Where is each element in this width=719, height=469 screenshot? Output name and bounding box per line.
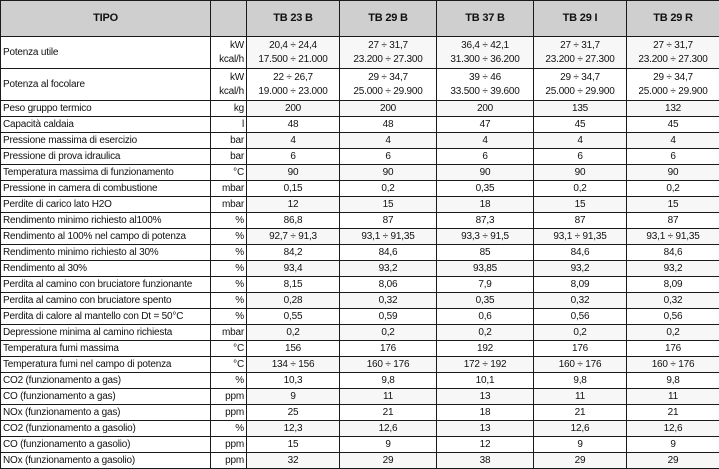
table-row (1, 213, 719, 229)
row-unit: % (211, 293, 247, 309)
value-line: 29 ÷ 34,7 (536, 71, 624, 85)
value-cell: 85 (437, 245, 534, 261)
value-cell: 6 (534, 149, 627, 165)
row-label: Rendimento minimo richiesto al 30% (1, 245, 211, 261)
value-cell: 12,6 (627, 421, 719, 437)
table-row (1, 117, 719, 133)
table-row (1, 421, 719, 437)
value-cell: 0,2 (340, 325, 437, 341)
table-row (1, 133, 719, 149)
value-cell: 93,2 (534, 261, 627, 277)
value-cell: 0,32 (627, 293, 719, 309)
table-row (1, 453, 719, 469)
row-label: Perdita al camino con bruciatore spento (1, 293, 211, 309)
value-cell: 92,7 ÷ 91,3 (247, 229, 340, 245)
value-cell: 0,2 (534, 181, 627, 197)
value-cell: 0,32 (534, 293, 627, 309)
row-unit: °C (211, 341, 247, 357)
value-cell (247, 69, 340, 101)
value-cell: 0,32 (340, 293, 437, 309)
table-row (1, 437, 719, 453)
value-line: 39 ÷ 46 (439, 71, 531, 85)
value-cell (437, 69, 534, 101)
value-cell: 0,6 (437, 309, 534, 325)
value-line: 22 ÷ 26,7 (249, 71, 337, 85)
value-cell: 200 (340, 101, 437, 117)
value-cell: 7,9 (437, 277, 534, 293)
row-label: Pressione massima di esercizio (1, 133, 211, 149)
header-model: TB 29 R (627, 1, 719, 37)
value-cell: 0,2 (534, 325, 627, 341)
value-cell: 90 (437, 165, 534, 181)
value-line: 25.000 ÷ 29.900 (629, 85, 717, 99)
value-cell (437, 37, 534, 69)
value-cell: 13 (437, 389, 534, 405)
value-cell: 84,2 (247, 245, 340, 261)
row-unit: % (211, 309, 247, 325)
value-cell: 0,35 (437, 181, 534, 197)
value-cell: 21 (534, 405, 627, 421)
value-cell: 48 (340, 117, 437, 133)
value-cell: 9 (247, 389, 340, 405)
value-cell: 90 (627, 165, 719, 181)
row-label: Rendimento al 30% (1, 261, 211, 277)
row-label: CO (funzionamento a gas) (1, 389, 211, 405)
value-cell: 176 (534, 341, 627, 357)
value-cell: 4 (340, 133, 437, 149)
value-cell: 0,2 (627, 181, 719, 197)
table-row (1, 341, 719, 357)
value-cell: 9,8 (534, 373, 627, 389)
row-label: Temperatura fumi massima (1, 341, 211, 357)
value-line: 25.000 ÷ 29.900 (536, 85, 624, 99)
row-unit: % (211, 245, 247, 261)
unit-line: kcal/h (213, 85, 244, 99)
value-cell: 9 (534, 437, 627, 453)
value-cell (340, 37, 437, 69)
value-cell: 200 (437, 101, 534, 117)
header-tipo: TIPO (1, 1, 211, 37)
table-row (1, 373, 719, 389)
header-model: TB 37 B (437, 1, 534, 37)
value-cell: 8,09 (627, 277, 719, 293)
value-cell: 0,59 (340, 309, 437, 325)
value-cell: 160 ÷ 176 (340, 357, 437, 373)
value-cell: 45 (534, 117, 627, 133)
row-label: Capacità caldaia (1, 117, 211, 133)
table-row (1, 325, 719, 341)
value-cell: 45 (627, 117, 719, 133)
value-cell: 87 (534, 213, 627, 229)
row-label: CO (funzionamento a gasolio) (1, 437, 211, 453)
value-line: 27 ÷ 31,7 (629, 39, 717, 53)
value-line: 29 ÷ 34,7 (629, 71, 717, 85)
value-cell: 160 ÷ 176 (534, 357, 627, 373)
value-cell: 13 (437, 421, 534, 437)
value-line: 19.000 ÷ 23.000 (249, 85, 337, 99)
row-label: NOx (funzionamento a gasolio) (1, 453, 211, 469)
row-unit (211, 37, 247, 69)
value-cell: 15 (340, 197, 437, 213)
value-cell: 11 (340, 389, 437, 405)
value-cell: 0,2 (627, 325, 719, 341)
table-row (1, 101, 719, 117)
value-cell: 12,3 (247, 421, 340, 437)
value-cell: 6 (437, 149, 534, 165)
row-label: Peso gruppo termico (1, 101, 211, 117)
value-line: 27 ÷ 31,7 (342, 39, 434, 53)
value-cell: 29 (534, 453, 627, 469)
value-cell: 29 (340, 453, 437, 469)
value-cell: 11 (534, 389, 627, 405)
value-cell: 11 (627, 389, 719, 405)
value-cell: 93,85 (437, 261, 534, 277)
value-cell: 0,56 (534, 309, 627, 325)
row-unit: bar (211, 149, 247, 165)
value-cell: 134 ÷ 156 (247, 357, 340, 373)
value-line: 31.300 ÷ 36.200 (439, 53, 531, 67)
value-cell (340, 69, 437, 101)
value-cell: 18 (437, 197, 534, 213)
value-cell: 18 (437, 405, 534, 421)
row-label: Potenza utile (1, 37, 211, 69)
row-label: Pressione di prova idraulica (1, 149, 211, 165)
row-unit: % (211, 373, 247, 389)
table-row (1, 37, 719, 69)
table-row (1, 261, 719, 277)
value-line: 20,4 ÷ 24,4 (249, 39, 337, 53)
value-cell: 15 (534, 197, 627, 213)
value-cell: 6 (627, 149, 719, 165)
value-cell: 200 (247, 101, 340, 117)
value-cell (627, 37, 719, 69)
value-cell: 12 (247, 197, 340, 213)
table-row (1, 293, 719, 309)
value-cell: 156 (247, 341, 340, 357)
value-cell: 93,2 (340, 261, 437, 277)
value-cell: 93,1 ÷ 91,35 (340, 229, 437, 245)
value-cell: 93,4 (247, 261, 340, 277)
row-unit: °C (211, 165, 247, 181)
value-cell (534, 37, 627, 69)
value-line: 23.200 ÷ 27.300 (629, 53, 717, 67)
value-cell (627, 69, 719, 101)
row-unit: ppm (211, 437, 247, 453)
row-unit: ppm (211, 389, 247, 405)
value-line: 23.200 ÷ 27.300 (536, 53, 624, 67)
value-cell: 12 (437, 437, 534, 453)
value-cell: 93,1 ÷ 91,35 (534, 229, 627, 245)
value-line: 33.500 ÷ 39.600 (439, 85, 531, 99)
row-label: Temperatura fumi nel campo di potenza (1, 357, 211, 373)
row-unit: mbar (211, 197, 247, 213)
table-row (1, 229, 719, 245)
value-cell: 0,55 (247, 309, 340, 325)
table-row (1, 69, 719, 101)
value-line: 29 ÷ 34,7 (342, 71, 434, 85)
table-row (1, 389, 719, 405)
row-label: Perdite di carico lato H2O (1, 197, 211, 213)
value-cell: 15 (627, 197, 719, 213)
value-cell: 86,8 (247, 213, 340, 229)
row-unit: bar (211, 133, 247, 149)
row-unit: mbar (211, 325, 247, 341)
value-line: 36,4 ÷ 42,1 (439, 39, 531, 53)
value-line: 25.000 ÷ 29.900 (342, 85, 434, 99)
header-model: TB 29 B (340, 1, 437, 37)
unit-line: kW (213, 71, 244, 85)
value-cell: 38 (437, 453, 534, 469)
table-row (1, 245, 719, 261)
value-cell: 0,15 (247, 181, 340, 197)
header-model: TB 23 B (247, 1, 340, 37)
value-cell: 21 (627, 405, 719, 421)
row-label: Rendimento minimo richiesto al100% (1, 213, 211, 229)
value-cell: 87 (340, 213, 437, 229)
table-row (1, 357, 719, 373)
value-cell: 132 (627, 101, 719, 117)
value-cell: 25 (247, 405, 340, 421)
value-cell: 160 ÷ 176 (627, 357, 719, 373)
value-cell: 12,6 (340, 421, 437, 437)
value-cell: 4 (437, 133, 534, 149)
row-unit: kg (211, 101, 247, 117)
table-row (1, 149, 719, 165)
header-model: TB 29 I (534, 1, 627, 37)
value-cell: 176 (340, 341, 437, 357)
table-row (1, 181, 719, 197)
value-cell: 87,3 (437, 213, 534, 229)
row-label: CO2 (funzionamento a gasolio) (1, 421, 211, 437)
value-cell: 84,6 (627, 245, 719, 261)
value-cell: 0,35 (437, 293, 534, 309)
table-row (1, 165, 719, 181)
unit-line: kcal/h (213, 53, 244, 67)
value-cell: 0,2 (247, 325, 340, 341)
value-cell: 90 (340, 165, 437, 181)
value-cell: 8,15 (247, 277, 340, 293)
value-cell: 4 (627, 133, 719, 149)
value-cell: 9,8 (627, 373, 719, 389)
row-label: Perdita al camino con bruciatore funzionante (1, 277, 211, 293)
row-unit: % (211, 421, 247, 437)
row-label: Depressione minima al camino richiesta (1, 325, 211, 341)
row-unit: ppm (211, 453, 247, 469)
value-line: 27 ÷ 31,7 (536, 39, 624, 53)
value-cell: 21 (340, 405, 437, 421)
row-label: Pressione in camera di combustione (1, 181, 211, 197)
value-cell: 176 (627, 341, 719, 357)
value-cell: 172 ÷ 192 (437, 357, 534, 373)
value-cell: 93,1 ÷ 91,35 (627, 229, 719, 245)
value-cell: 87 (627, 213, 719, 229)
table-row (1, 277, 719, 293)
row-unit: mbar (211, 181, 247, 197)
value-cell: 0,56 (627, 309, 719, 325)
row-unit: °C (211, 357, 247, 373)
row-label: CO2 (funzionamento a gas) (1, 373, 211, 389)
row-unit (211, 69, 247, 101)
row-unit: % (211, 213, 247, 229)
value-cell: 47 (437, 117, 534, 133)
value-cell: 0,2 (437, 325, 534, 341)
table-row (1, 197, 719, 213)
value-cell (247, 37, 340, 69)
value-cell: 93,3 ÷ 91,5 (437, 229, 534, 245)
value-cell: 10,3 (247, 373, 340, 389)
row-label: Perdita di calore al mantello con Dt = 50°C (1, 309, 211, 325)
row-unit: ppm (211, 405, 247, 421)
value-cell: 4 (247, 133, 340, 149)
value-cell: 6 (247, 149, 340, 165)
row-unit: % (211, 277, 247, 293)
value-cell: 32 (247, 453, 340, 469)
value-cell: 48 (247, 117, 340, 133)
row-label: Rendimento al 100% nel campo di potenza (1, 229, 211, 245)
row-unit: % (211, 229, 247, 245)
value-cell: 90 (247, 165, 340, 181)
value-cell: 8,09 (534, 277, 627, 293)
value-cell: 6 (340, 149, 437, 165)
table-row (1, 405, 719, 421)
row-label: NOx (funzionamento a gas) (1, 405, 211, 421)
value-cell (534, 69, 627, 101)
value-cell: 9,8 (340, 373, 437, 389)
value-cell: 29 (627, 453, 719, 469)
row-unit: % (211, 261, 247, 277)
header-row (1, 1, 719, 37)
unit-line: kW (213, 39, 244, 53)
value-cell: 4 (534, 133, 627, 149)
value-cell: 0,28 (247, 293, 340, 309)
value-line: 23.200 ÷ 27.300 (342, 53, 434, 67)
value-cell: 0,2 (340, 181, 437, 197)
value-cell: 192 (437, 341, 534, 357)
row-unit: l (211, 117, 247, 133)
value-cell: 135 (534, 101, 627, 117)
table-body (1, 37, 719, 469)
value-cell: 84,6 (534, 245, 627, 261)
value-line: 17.500 ÷ 21.000 (249, 53, 337, 67)
value-cell: 15 (247, 437, 340, 453)
header-unit (211, 1, 247, 37)
value-cell: 9 (627, 437, 719, 453)
value-cell: 90 (534, 165, 627, 181)
value-cell: 93,2 (627, 261, 719, 277)
value-cell: 9 (340, 437, 437, 453)
value-cell: 84,6 (340, 245, 437, 261)
row-label: Potenza al focolare (1, 69, 211, 101)
value-cell: 10,1 (437, 373, 534, 389)
value-cell: 12,6 (534, 421, 627, 437)
value-cell: 8,06 (340, 277, 437, 293)
row-label: Temperatura massima di funzionamento (1, 165, 211, 181)
table-row (1, 309, 719, 325)
